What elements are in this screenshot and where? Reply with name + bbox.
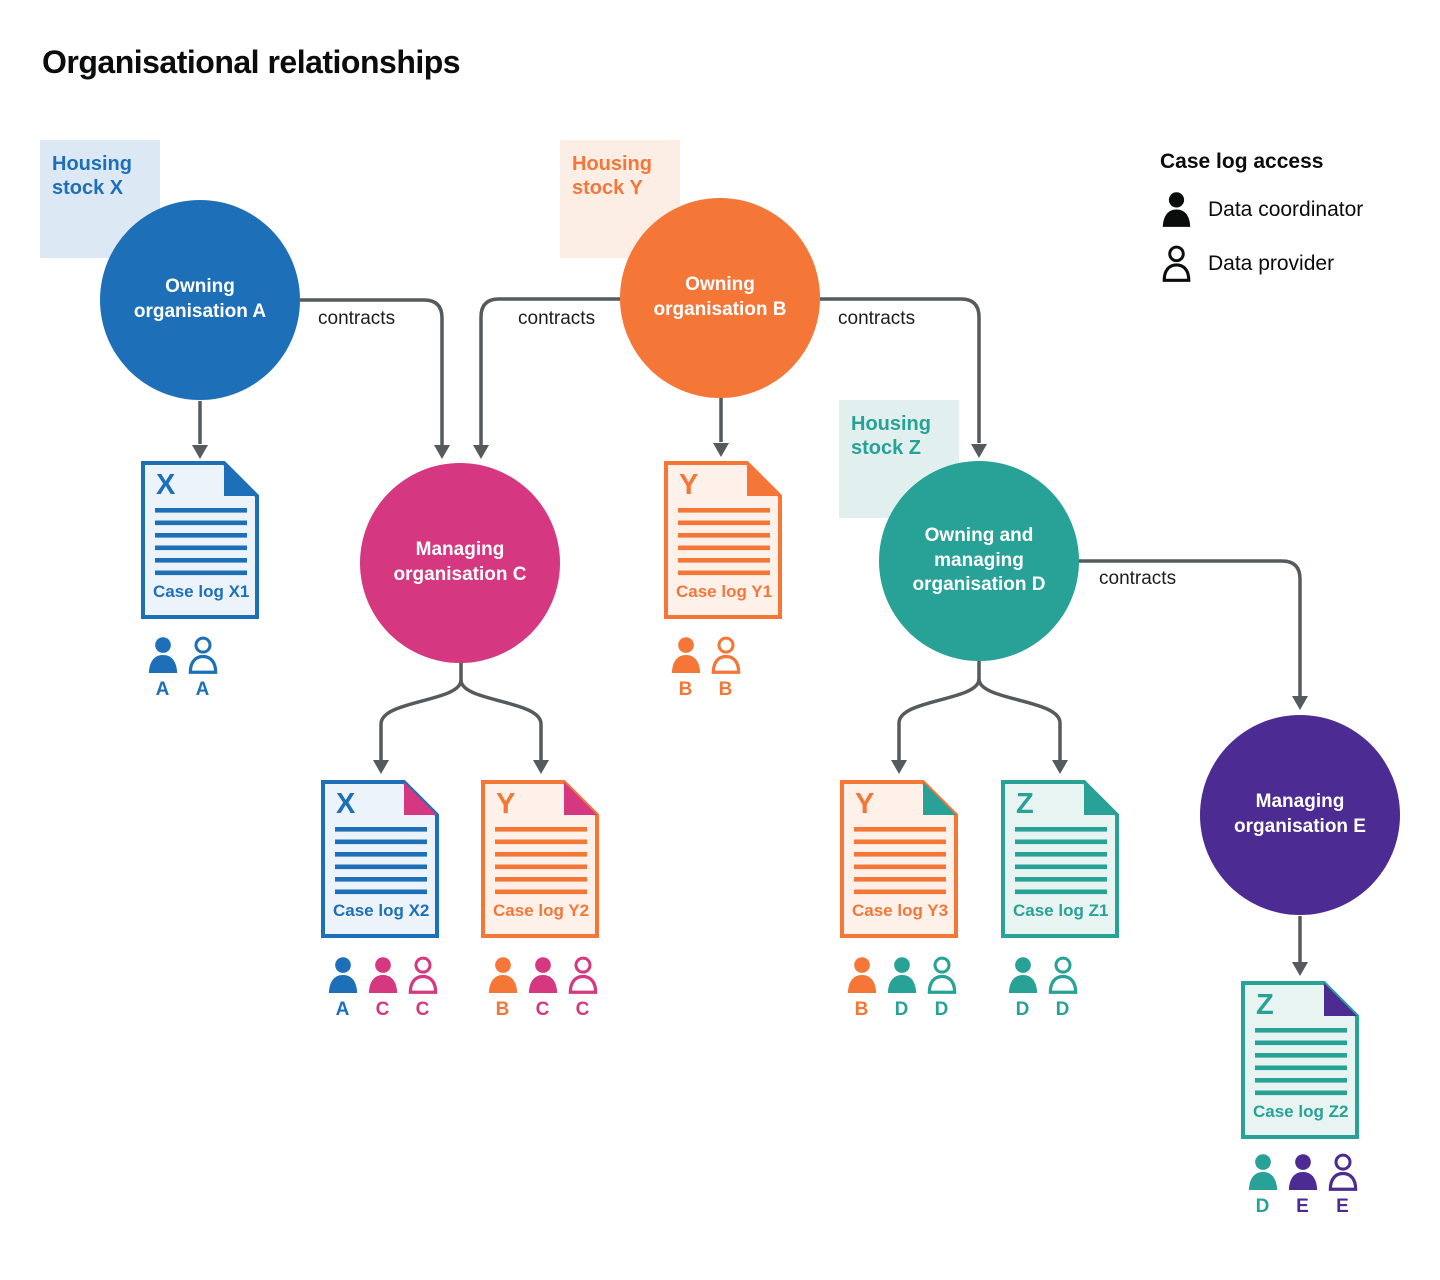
access-org-letter: C [535, 999, 550, 1020]
case-log-z1-document [1001, 780, 1119, 938]
doc-title: Case log Z2 [1253, 1102, 1349, 1121]
contracts-label-b-d: contracts [838, 308, 916, 329]
person-outline-icon [186, 636, 220, 674]
person-outline-icon [566, 956, 600, 994]
access-org-letter: B [678, 679, 693, 700]
connector-b-to-y1 [713, 398, 729, 457]
doc-letter: X [156, 469, 176, 501]
connector-a-to-x1 [192, 401, 208, 459]
org-b-circle [620, 198, 820, 398]
access-org-letter: A [335, 999, 350, 1020]
access-org-letter: E [1336, 1196, 1349, 1217]
person-filled-icon [669, 636, 703, 674]
legend [1160, 150, 1420, 282]
case-log-x2-document [321, 780, 439, 938]
access-org-letter: D [934, 999, 949, 1020]
legend-label: Data coordinator [1208, 197, 1364, 221]
person-outline-icon [406, 956, 440, 994]
case-log-z2-document [1241, 981, 1359, 1139]
doc-title: Case log X2 [333, 901, 430, 920]
access-org-letter: D [1055, 999, 1070, 1020]
legend-item-data-coordinator [1160, 191, 1420, 228]
access-org-letter: C [415, 999, 430, 1020]
person-filled-icon [1286, 1153, 1320, 1191]
doc-title: Case log Y1 [676, 582, 773, 601]
person-filled-icon [1160, 191, 1193, 228]
org-c-label: Managing organisation C [393, 539, 527, 585]
person-outline-icon [709, 636, 743, 674]
doc-letter: Y [496, 788, 516, 820]
doc-title: Case log X1 [153, 582, 250, 601]
person-filled-icon [486, 956, 520, 994]
access-org-letter: B [495, 999, 510, 1020]
case-log-y2-access [484, 956, 601, 1021]
access-org-letter: D [1255, 1196, 1270, 1217]
person-outline-icon [1326, 1153, 1360, 1191]
case-log-z1-access [1004, 956, 1081, 1021]
connector-e-to-z2 [1292, 916, 1308, 976]
access-org-letter: C [575, 999, 590, 1020]
person-filled-icon [885, 956, 919, 994]
person-filled-icon [526, 956, 560, 994]
doc-letter: Y [679, 469, 699, 501]
access-org-letter: B [718, 679, 733, 700]
connector-d-to-y3 [891, 660, 979, 774]
page-title: Organisational relationships [42, 44, 461, 80]
connector-d-to-z1 [979, 679, 1068, 774]
org-b-label: Owning organisation B [653, 274, 787, 320]
case-log-y3-document [840, 780, 958, 938]
doc-title: Case log Z1 [1013, 901, 1109, 920]
org-e-label: Managing organisation E [1234, 791, 1366, 837]
connector-c-to-y2 [461, 680, 549, 774]
person-filled-icon [366, 956, 400, 994]
housing-stock-z-tag: Housing stock Z [839, 400, 959, 518]
contracts-label-b-c: contracts [518, 308, 596, 329]
contracts-label-d-e: contracts [1099, 568, 1177, 589]
access-org-letter: A [195, 679, 210, 700]
person-outline-icon [925, 956, 959, 994]
legend-label: Data provider [1208, 251, 1335, 275]
case-log-y2-document [481, 780, 599, 938]
org-e-circle [1200, 715, 1400, 915]
legend-title: Case log access [1160, 150, 1324, 173]
case-log-y1-document [664, 461, 782, 619]
legend-item-data-provider [1160, 245, 1420, 282]
case-log-x2-access [324, 956, 441, 1021]
access-org-letter: C [375, 999, 390, 1020]
doc-letter: Y [855, 788, 875, 820]
case-log-x1-document [141, 461, 259, 619]
doc-letter: X [336, 788, 356, 820]
org-c-circle [360, 463, 560, 663]
access-org-letter: A [155, 679, 170, 700]
doc-letter: Z [1256, 989, 1274, 1021]
doc-letter: Z [1016, 788, 1034, 820]
housing-stock-y-tag: Housing stock Y [560, 140, 680, 258]
access-org-letter: E [1296, 1196, 1309, 1217]
person-filled-icon [1006, 956, 1040, 994]
person-filled-icon [1246, 1153, 1280, 1191]
case-log-y3-access [843, 956, 960, 1021]
person-filled-icon [326, 956, 360, 994]
case-log-z2-access [1244, 1153, 1361, 1218]
person-filled-icon [146, 636, 180, 674]
doc-title: Case log Y3 [852, 901, 949, 920]
org-d-label: Owning and managing organisation D [912, 524, 1046, 596]
access-org-letter: D [1015, 999, 1030, 1020]
case-log-y1-access [667, 636, 744, 701]
case-log-x1-access [144, 636, 221, 701]
doc-title: Case log Y2 [493, 901, 590, 920]
connector-c-to-x2 [373, 661, 461, 774]
access-org-letter: D [894, 999, 909, 1020]
contracts-label-a-c: contracts [318, 308, 396, 329]
person-outline-icon [1046, 956, 1080, 994]
person-filled-icon [845, 956, 879, 994]
person-outline-icon [1160, 245, 1193, 282]
housing-stock-x-tag: Housing stock X [40, 140, 160, 258]
org-d-circle [879, 461, 1079, 661]
access-org-letter: B [854, 999, 869, 1020]
org-a-label: Owning organisation A [133, 276, 267, 322]
org-a-circle [100, 200, 300, 400]
